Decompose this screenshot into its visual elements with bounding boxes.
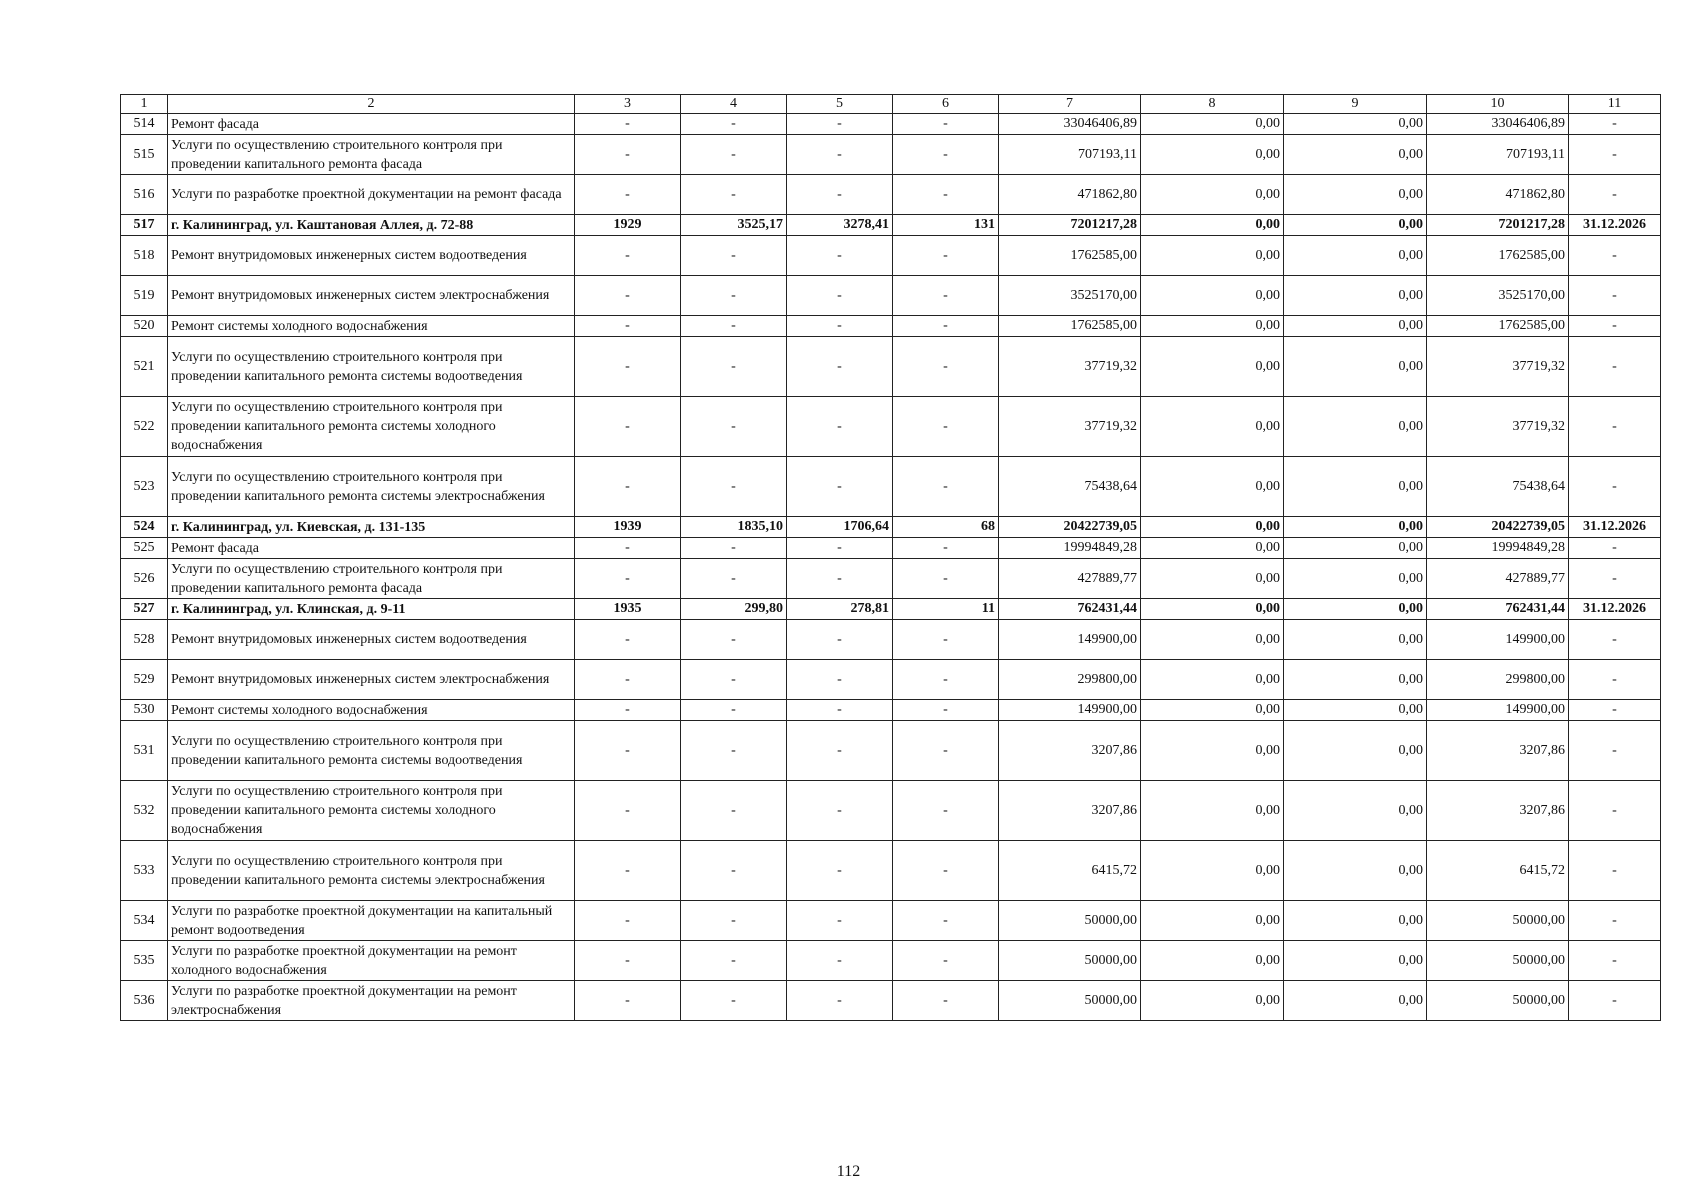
column-header: 7 xyxy=(999,95,1141,114)
owners-cost-cell: 149900,00 xyxy=(1427,620,1569,660)
table-row xyxy=(121,620,1661,660)
page-number: 112 xyxy=(836,1163,861,1180)
table-row xyxy=(121,276,1661,316)
residents-cell: 131 xyxy=(893,215,999,236)
year-cell: - xyxy=(575,236,681,276)
row-number-cell: 533 xyxy=(121,841,168,901)
total-area-cell: - xyxy=(681,175,787,215)
total-cost-cell: 37719,32 xyxy=(999,397,1141,457)
work-name-cell: Услуги по осуществлению строительного контроля при проведении капитального ремонта системы электроснабжения xyxy=(168,457,575,517)
deadline-cell: - xyxy=(1569,457,1661,517)
total-area-cell: - xyxy=(681,114,787,135)
fund-cost-cell: 0,00 xyxy=(1141,175,1284,215)
table-row xyxy=(121,538,1661,559)
owners-cost-cell: 37719,32 xyxy=(1427,397,1569,457)
row-number-cell: 523 xyxy=(121,457,168,517)
work-name-cell: г. Калининград, ул. Клинская, д. 9-11 xyxy=(168,599,575,620)
living-area-cell: - xyxy=(787,941,893,981)
row-number-cell: 520 xyxy=(121,316,168,337)
row-number-cell: 527 xyxy=(121,599,168,620)
deadline-cell: 31.12.2026 xyxy=(1569,599,1661,620)
work-name-cell: Услуги по разработке проектной документации на ремонт фасада xyxy=(168,175,575,215)
living-area-cell: - xyxy=(787,538,893,559)
fund-cost-cell: 0,00 xyxy=(1141,559,1284,599)
year-cell: - xyxy=(575,660,681,700)
column-header: 3 xyxy=(575,95,681,114)
budget-cost-cell: 0,00 xyxy=(1284,841,1427,901)
fund-cost-cell: 0,00 xyxy=(1141,215,1284,236)
row-number-cell: 526 xyxy=(121,559,168,599)
row-number-cell: 522 xyxy=(121,397,168,457)
total-area-cell: - xyxy=(681,941,787,981)
row-number-cell: 521 xyxy=(121,337,168,397)
living-area-cell: - xyxy=(787,114,893,135)
column-header: 8 xyxy=(1141,95,1284,114)
total-area-cell: - xyxy=(681,538,787,559)
address-row xyxy=(121,215,1661,236)
owners-cost-cell: 1762585,00 xyxy=(1427,316,1569,337)
column-header: 11 xyxy=(1569,95,1661,114)
column-header: 1 xyxy=(121,95,168,114)
budget-cost-cell: 0,00 xyxy=(1284,559,1427,599)
living-area-cell: - xyxy=(787,981,893,1021)
deadline-cell: 31.12.2026 xyxy=(1569,517,1661,538)
column-number-header-row xyxy=(121,95,1661,114)
deadline-cell: - xyxy=(1569,620,1661,660)
owners-cost-cell: 299800,00 xyxy=(1427,660,1569,700)
owners-cost-cell: 20422739,05 xyxy=(1427,517,1569,538)
year-cell: - xyxy=(575,135,681,175)
year-cell: 1929 xyxy=(575,215,681,236)
work-name-cell: Услуги по осуществлению строительного контроля при проведении капитального ремонта системы холодного водоснабжения xyxy=(168,397,575,457)
living-area-cell: - xyxy=(787,781,893,841)
total-cost-cell: 1762585,00 xyxy=(999,316,1141,337)
work-name-cell: Ремонт фасада xyxy=(168,114,575,135)
repair-register-table xyxy=(120,94,1661,1021)
deadline-cell: - xyxy=(1569,660,1661,700)
fund-cost-cell: 0,00 xyxy=(1141,337,1284,397)
deadline-cell: - xyxy=(1569,538,1661,559)
budget-cost-cell: 0,00 xyxy=(1284,276,1427,316)
year-cell: - xyxy=(575,114,681,135)
living-area-cell: - xyxy=(787,841,893,901)
total-cost-cell: 299800,00 xyxy=(999,660,1141,700)
fund-cost-cell: 0,00 xyxy=(1141,841,1284,901)
year-cell: - xyxy=(575,781,681,841)
row-number-cell: 516 xyxy=(121,175,168,215)
year-cell: - xyxy=(575,457,681,517)
total-area-cell: - xyxy=(681,559,787,599)
total-cost-cell: 149900,00 xyxy=(999,700,1141,721)
table-row xyxy=(121,397,1661,457)
total-cost-cell: 19994849,28 xyxy=(999,538,1141,559)
total-cost-cell: 427889,77 xyxy=(999,559,1141,599)
owners-cost-cell: 50000,00 xyxy=(1427,901,1569,941)
owners-cost-cell: 427889,77 xyxy=(1427,559,1569,599)
total-area-cell: - xyxy=(681,721,787,781)
register-body xyxy=(121,114,1661,1021)
table-row xyxy=(121,457,1661,517)
total-area-cell: - xyxy=(681,901,787,941)
budget-cost-cell: 0,00 xyxy=(1284,981,1427,1021)
total-area-cell: - xyxy=(681,135,787,175)
living-area-cell: - xyxy=(787,620,893,660)
living-area-cell: - xyxy=(787,276,893,316)
fund-cost-cell: 0,00 xyxy=(1141,517,1284,538)
budget-cost-cell: 0,00 xyxy=(1284,135,1427,175)
living-area-cell: - xyxy=(787,175,893,215)
work-name-cell: Ремонт системы холодного водоснабжения xyxy=(168,700,575,721)
row-number-cell: 517 xyxy=(121,215,168,236)
year-cell: 1939 xyxy=(575,517,681,538)
total-area-cell: - xyxy=(681,397,787,457)
fund-cost-cell: 0,00 xyxy=(1141,620,1284,660)
fund-cost-cell: 0,00 xyxy=(1141,700,1284,721)
deadline-cell: - xyxy=(1569,559,1661,599)
total-area-cell: 299,80 xyxy=(681,599,787,620)
living-area-cell: - xyxy=(787,135,893,175)
living-area-cell: 1706,64 xyxy=(787,517,893,538)
fund-cost-cell: 0,00 xyxy=(1141,901,1284,941)
residents-cell: - xyxy=(893,841,999,901)
deadline-cell: - xyxy=(1569,781,1661,841)
year-cell: - xyxy=(575,559,681,599)
work-name-cell: Услуги по осуществлению строительного контроля при проведении капитального ремонта системы водоотведения xyxy=(168,721,575,781)
residents-cell: - xyxy=(893,620,999,660)
work-name-cell: Услуги по разработке проектной документации на ремонт холодного водоснабжения xyxy=(168,941,575,981)
table-row xyxy=(121,236,1661,276)
work-name-cell: Услуги по осуществлению строительного контроля при проведении капитального ремонта системы электроснабжения xyxy=(168,841,575,901)
year-cell: - xyxy=(575,397,681,457)
table-row xyxy=(121,781,1661,841)
fund-cost-cell: 0,00 xyxy=(1141,941,1284,981)
budget-cost-cell: 0,00 xyxy=(1284,599,1427,620)
total-cost-cell: 50000,00 xyxy=(999,901,1141,941)
address-row xyxy=(121,517,1661,538)
residents-cell: - xyxy=(893,114,999,135)
owners-cost-cell: 50000,00 xyxy=(1427,981,1569,1021)
residents-cell: - xyxy=(893,981,999,1021)
residents-cell: - xyxy=(893,700,999,721)
work-name-cell: Услуги по осуществлению строительного контроля при проведении капитального ремонта системы холодного водоснабжения xyxy=(168,781,575,841)
deadline-cell: - xyxy=(1569,721,1661,781)
residents-cell: - xyxy=(893,457,999,517)
row-number-cell: 524 xyxy=(121,517,168,538)
year-cell: - xyxy=(575,276,681,316)
budget-cost-cell: 0,00 xyxy=(1284,781,1427,841)
owners-cost-cell: 3207,86 xyxy=(1427,721,1569,781)
fund-cost-cell: 0,00 xyxy=(1141,135,1284,175)
work-name-cell: Ремонт системы холодного водоснабжения xyxy=(168,316,575,337)
living-area-cell: - xyxy=(787,236,893,276)
deadline-cell: - xyxy=(1569,175,1661,215)
deadline-cell: - xyxy=(1569,316,1661,337)
owners-cost-cell: 471862,80 xyxy=(1427,175,1569,215)
budget-cost-cell: 0,00 xyxy=(1284,215,1427,236)
residents-cell: - xyxy=(893,559,999,599)
living-area-cell: 3278,41 xyxy=(787,215,893,236)
column-header: 5 xyxy=(787,95,893,114)
budget-cost-cell: 0,00 xyxy=(1284,316,1427,337)
total-area-cell: 1835,10 xyxy=(681,517,787,538)
owners-cost-cell: 3207,86 xyxy=(1427,781,1569,841)
owners-cost-cell: 707193,11 xyxy=(1427,135,1569,175)
total-cost-cell: 149900,00 xyxy=(999,620,1141,660)
residents-cell: - xyxy=(893,175,999,215)
owners-cost-cell: 1762585,00 xyxy=(1427,236,1569,276)
row-number-cell: 528 xyxy=(121,620,168,660)
year-cell: - xyxy=(575,175,681,215)
living-area-cell: - xyxy=(787,397,893,457)
column-header: 10 xyxy=(1427,95,1569,114)
fund-cost-cell: 0,00 xyxy=(1141,660,1284,700)
column-header: 4 xyxy=(681,95,787,114)
work-name-cell: Услуги по осуществлению строительного контроля при проведении капитального ремонта фасада xyxy=(168,135,575,175)
table-row xyxy=(121,175,1661,215)
residents-cell: - xyxy=(893,276,999,316)
row-number-cell: 534 xyxy=(121,901,168,941)
living-area-cell: - xyxy=(787,316,893,337)
total-area-cell: - xyxy=(681,841,787,901)
year-cell: - xyxy=(575,538,681,559)
deadline-cell: - xyxy=(1569,276,1661,316)
owners-cost-cell: 762431,44 xyxy=(1427,599,1569,620)
budget-cost-cell: 0,00 xyxy=(1284,337,1427,397)
total-area-cell: 3525,17 xyxy=(681,215,787,236)
budget-cost-cell: 0,00 xyxy=(1284,901,1427,941)
table-row xyxy=(121,721,1661,781)
work-name-cell: Услуги по разработке проектной документации на ремонт электроснабжения xyxy=(168,981,575,1021)
total-area-cell: - xyxy=(681,781,787,841)
deadline-cell: 31.12.2026 xyxy=(1569,215,1661,236)
deadline-cell: - xyxy=(1569,397,1661,457)
deadline-cell: - xyxy=(1569,236,1661,276)
total-cost-cell: 33046406,89 xyxy=(999,114,1141,135)
fund-cost-cell: 0,00 xyxy=(1141,457,1284,517)
row-number-cell: 532 xyxy=(121,781,168,841)
total-cost-cell: 6415,72 xyxy=(999,841,1141,901)
table-row xyxy=(121,981,1661,1021)
table-row xyxy=(121,700,1661,721)
total-area-cell: - xyxy=(681,981,787,1021)
year-cell: - xyxy=(575,981,681,1021)
column-header: 2 xyxy=(168,95,575,114)
owners-cost-cell: 50000,00 xyxy=(1427,941,1569,981)
work-name-cell: г. Калининград, ул. Киевская, д. 131-135 xyxy=(168,517,575,538)
table-row xyxy=(121,316,1661,337)
work-name-cell: г. Калининград, ул. Каштановая Аллея, д. 72-88 xyxy=(168,215,575,236)
budget-cost-cell: 0,00 xyxy=(1284,175,1427,215)
living-area-cell: 278,81 xyxy=(787,599,893,620)
residents-cell: - xyxy=(893,781,999,841)
row-number-cell: 530 xyxy=(121,700,168,721)
row-number-cell: 519 xyxy=(121,276,168,316)
year-cell: - xyxy=(575,316,681,337)
living-area-cell: - xyxy=(787,721,893,781)
fund-cost-cell: 0,00 xyxy=(1141,599,1284,620)
total-cost-cell: 37719,32 xyxy=(999,337,1141,397)
deadline-cell: - xyxy=(1569,114,1661,135)
deadline-cell: - xyxy=(1569,981,1661,1021)
owners-cost-cell: 149900,00 xyxy=(1427,700,1569,721)
living-area-cell: - xyxy=(787,337,893,397)
year-cell: - xyxy=(575,620,681,660)
total-area-cell: - xyxy=(681,457,787,517)
fund-cost-cell: 0,00 xyxy=(1141,721,1284,781)
deadline-cell: - xyxy=(1569,901,1661,941)
total-cost-cell: 7201217,28 xyxy=(999,215,1141,236)
table-row xyxy=(121,114,1661,135)
total-area-cell: - xyxy=(681,316,787,337)
deadline-cell: - xyxy=(1569,135,1661,175)
fund-cost-cell: 0,00 xyxy=(1141,538,1284,559)
deadline-cell: - xyxy=(1569,700,1661,721)
deadline-cell: - xyxy=(1569,337,1661,397)
year-cell: - xyxy=(575,901,681,941)
work-name-cell: Услуги по осуществлению строительного контроля при проведении капитального ремонта системы водоотведения xyxy=(168,337,575,397)
fund-cost-cell: 0,00 xyxy=(1141,397,1284,457)
owners-cost-cell: 3525170,00 xyxy=(1427,276,1569,316)
owners-cost-cell: 7201217,28 xyxy=(1427,215,1569,236)
table-row xyxy=(121,559,1661,599)
year-cell: - xyxy=(575,337,681,397)
total-cost-cell: 50000,00 xyxy=(999,981,1141,1021)
row-number-cell: 536 xyxy=(121,981,168,1021)
residents-cell: - xyxy=(893,538,999,559)
owners-cost-cell: 6415,72 xyxy=(1427,841,1569,901)
residents-cell: - xyxy=(893,135,999,175)
total-cost-cell: 3525170,00 xyxy=(999,276,1141,316)
total-cost-cell: 50000,00 xyxy=(999,941,1141,981)
work-name-cell: Ремонт внутридомовых инженерных систем электроснабжения xyxy=(168,276,575,316)
deadline-cell: - xyxy=(1569,941,1661,981)
total-cost-cell: 762431,44 xyxy=(999,599,1141,620)
year-cell: 1935 xyxy=(575,599,681,620)
budget-cost-cell: 0,00 xyxy=(1284,941,1427,981)
residents-cell: 11 xyxy=(893,599,999,620)
budget-cost-cell: 0,00 xyxy=(1284,114,1427,135)
budget-cost-cell: 0,00 xyxy=(1284,721,1427,781)
total-area-cell: - xyxy=(681,337,787,397)
work-name-cell: Услуги по разработке проектной документации на капитальный ремонт водоотведения xyxy=(168,901,575,941)
row-number-cell: 531 xyxy=(121,721,168,781)
work-name-cell: Ремонт фасада xyxy=(168,538,575,559)
budget-cost-cell: 0,00 xyxy=(1284,397,1427,457)
year-cell: - xyxy=(575,700,681,721)
total-cost-cell: 1762585,00 xyxy=(999,236,1141,276)
total-cost-cell: 471862,80 xyxy=(999,175,1141,215)
column-header: 6 xyxy=(893,95,999,114)
owners-cost-cell: 33046406,89 xyxy=(1427,114,1569,135)
row-number-cell: 535 xyxy=(121,941,168,981)
residents-cell: - xyxy=(893,236,999,276)
total-cost-cell: 707193,11 xyxy=(999,135,1141,175)
work-name-cell: Ремонт внутридомовых инженерных систем электроснабжения xyxy=(168,660,575,700)
living-area-cell: - xyxy=(787,901,893,941)
work-name-cell: Услуги по осуществлению строительного контроля при проведении капитального ремонта фасада xyxy=(168,559,575,599)
total-cost-cell: 3207,86 xyxy=(999,721,1141,781)
residents-cell: - xyxy=(893,901,999,941)
table-row xyxy=(121,660,1661,700)
residents-cell: - xyxy=(893,660,999,700)
table-row xyxy=(121,941,1661,981)
work-name-cell: Ремонт внутридомовых инженерных систем водоотведения xyxy=(168,620,575,660)
column-header: 9 xyxy=(1284,95,1427,114)
row-number-cell: 518 xyxy=(121,236,168,276)
table-row xyxy=(121,337,1661,397)
living-area-cell: - xyxy=(787,700,893,721)
living-area-cell: - xyxy=(787,660,893,700)
total-area-cell: - xyxy=(681,276,787,316)
year-cell: - xyxy=(575,841,681,901)
year-cell: - xyxy=(575,941,681,981)
budget-cost-cell: 0,00 xyxy=(1284,517,1427,538)
fund-cost-cell: 0,00 xyxy=(1141,236,1284,276)
year-cell: - xyxy=(575,721,681,781)
budget-cost-cell: 0,00 xyxy=(1284,620,1427,660)
residents-cell: 68 xyxy=(893,517,999,538)
budget-cost-cell: 0,00 xyxy=(1284,538,1427,559)
owners-cost-cell: 19994849,28 xyxy=(1427,538,1569,559)
living-area-cell: - xyxy=(787,457,893,517)
residents-cell: - xyxy=(893,337,999,397)
total-area-cell: - xyxy=(681,620,787,660)
residents-cell: - xyxy=(893,316,999,337)
row-number-cell: 529 xyxy=(121,660,168,700)
table-row xyxy=(121,841,1661,901)
budget-cost-cell: 0,00 xyxy=(1284,700,1427,721)
owners-cost-cell: 75438,64 xyxy=(1427,457,1569,517)
address-row xyxy=(121,599,1661,620)
work-name-cell: Ремонт внутридомовых инженерных систем водоотведения xyxy=(168,236,575,276)
fund-cost-cell: 0,00 xyxy=(1141,276,1284,316)
total-area-cell: - xyxy=(681,660,787,700)
residents-cell: - xyxy=(893,721,999,781)
row-number-cell: 515 xyxy=(121,135,168,175)
budget-cost-cell: 0,00 xyxy=(1284,457,1427,517)
fund-cost-cell: 0,00 xyxy=(1141,316,1284,337)
table-row xyxy=(121,135,1661,175)
budget-cost-cell: 0,00 xyxy=(1284,236,1427,276)
row-number-cell: 525 xyxy=(121,538,168,559)
total-area-cell: - xyxy=(681,236,787,276)
residents-cell: - xyxy=(893,397,999,457)
total-cost-cell: 3207,86 xyxy=(999,781,1141,841)
fund-cost-cell: 0,00 xyxy=(1141,114,1284,135)
total-cost-cell: 75438,64 xyxy=(999,457,1141,517)
living-area-cell: - xyxy=(787,559,893,599)
residents-cell: - xyxy=(893,941,999,981)
table-row xyxy=(121,901,1661,941)
row-number-cell: 514 xyxy=(121,114,168,135)
budget-cost-cell: 0,00 xyxy=(1284,660,1427,700)
fund-cost-cell: 0,00 xyxy=(1141,981,1284,1021)
owners-cost-cell: 37719,32 xyxy=(1427,337,1569,397)
total-area-cell: - xyxy=(681,700,787,721)
fund-cost-cell: 0,00 xyxy=(1141,781,1284,841)
deadline-cell: - xyxy=(1569,841,1661,901)
total-cost-cell: 20422739,05 xyxy=(999,517,1141,538)
